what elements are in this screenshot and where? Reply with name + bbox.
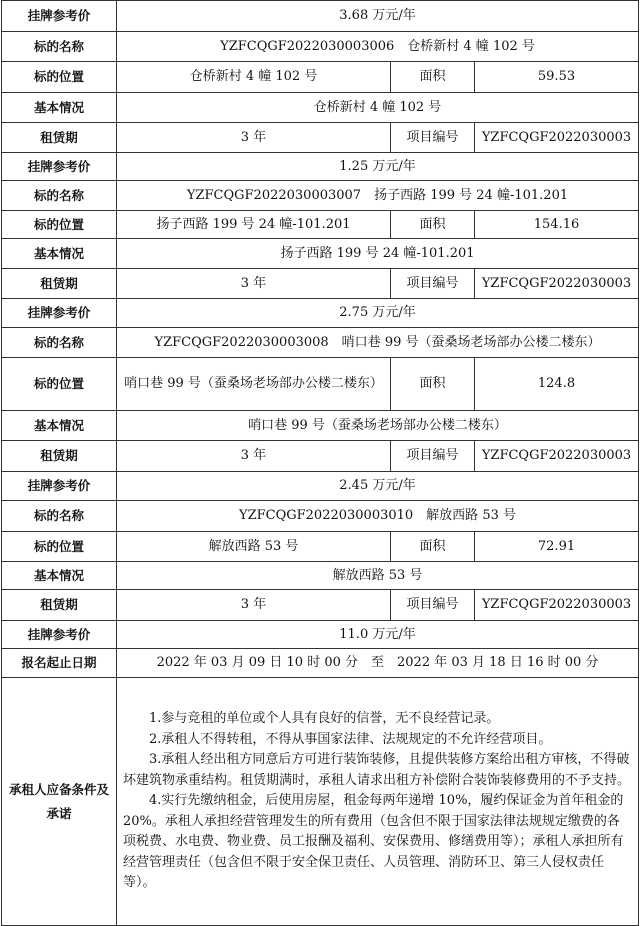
listing-table <box>1 0 639 926</box>
price-label: 挂牌参考价 <box>2 621 117 649</box>
location-label: 标的位置 <box>2 532 117 562</box>
conditions-text <box>117 678 639 926</box>
basic-row <box>2 93 639 123</box>
reg-period-value: 2022 年 03 月 09 日 10 时 00 分 至 2022 年 03 月 18 日 16 时 00 分 <box>117 649 639 678</box>
term-value: 3 年 <box>117 123 391 153</box>
condition-item: 3.承租人经出租方同意后方可进行装饰装修，且提供装修方案给出租方审核，不得破坏建筑物承重结构。租赁期满时，承租人请求出租方补偿附合装饰装修费用的不予支持。 <box>123 752 631 788</box>
price-value: 3.68 万元/年 <box>117 1 639 32</box>
conditions-label: 承租人应备条件及承诺 <box>2 678 117 926</box>
project-no-value: YZFCQGF2022030003 <box>475 441 639 472</box>
basic-label: 基本情况 <box>2 239 117 269</box>
price-row <box>2 621 639 649</box>
reg-period-row <box>2 649 639 678</box>
location-value: 扬子西路 199 号 24 幢-101.201 <box>117 211 391 239</box>
name-row <box>2 32 639 62</box>
reg-period-label: 报名起止日期 <box>2 649 117 678</box>
location-value: 解放西路 53 号 <box>117 532 391 562</box>
term-value: 3 年 <box>117 590 391 621</box>
basic-value: 扬子西路 199 号 24 幢-101.201 <box>117 239 639 269</box>
name-row <box>2 501 639 532</box>
term-label: 租赁期 <box>2 590 117 621</box>
name-label: 标的名称 <box>2 32 117 62</box>
name-value: YZFCQGF2022030003010 解放西路 53 号 <box>117 501 639 532</box>
price-row <box>2 153 639 181</box>
condition-item: 4.实行先缴纳租金，后使用房屋，租金每两年递增 10%，履约保证金为首年租金的 20%。承租人承担经营管理发生的所有费用（包含但不限于国家法律法规规定缴费的各项税费、水电费、物业费、员工报酬及福利、安保费用、修缮费用等）；承租人承担所有经营管理责任（包含但不限于安全保卫责任、人员管理、消防环卫、第三人侵权责任等）。 <box>123 793 624 891</box>
basic-value: 解放西路 53 号 <box>117 562 639 590</box>
price-row <box>2 472 639 501</box>
term-value: 3 年 <box>117 269 391 299</box>
price-value: 2.45 万元/年 <box>117 472 639 501</box>
project-no-value: YZFCQGF2022030003 <box>475 123 639 153</box>
price-row <box>2 1 639 32</box>
price-label: 挂牌参考价 <box>2 1 117 32</box>
project-no-label: 项目编号 <box>391 441 475 472</box>
condition-item: 2.承租人不得转租，不得从事国家法律、法规规定的不允许经营项目。 <box>149 731 552 747</box>
location-value: 哨口巷 99 号（蚕桑场老场部办公楼二楼东） <box>117 358 391 411</box>
location-row <box>2 62 639 93</box>
basic-row <box>2 411 639 441</box>
project-no-value: YZFCQGF2022030003 <box>475 269 639 299</box>
basic-label: 基本情况 <box>2 93 117 123</box>
price-row <box>2 299 639 328</box>
price-label: 挂牌参考价 <box>2 299 117 328</box>
area-label: 面积 <box>391 532 475 562</box>
name-row <box>2 328 639 358</box>
area-label: 面积 <box>391 62 475 93</box>
project-no-label: 项目编号 <box>391 590 475 621</box>
term-row <box>2 441 639 472</box>
price-value: 2.75 万元/年 <box>117 299 639 328</box>
basic-row <box>2 239 639 269</box>
name-value: YZFCQGF2022030003008 哨口巷 99 号（蚕桑场老场部办公楼二楼东） <box>117 328 639 358</box>
area-label: 面积 <box>391 358 475 411</box>
term-row <box>2 123 639 153</box>
area-value: 72.91 <box>475 532 639 562</box>
term-value: 3 年 <box>117 441 391 472</box>
price-value: 1.25 万元/年 <box>117 153 639 181</box>
area-label: 面积 <box>391 211 475 239</box>
basic-value: 仓桥新村 4 幢 102 号 <box>117 93 639 123</box>
basic-value: 哨口巷 99 号（蚕桑场老场部办公楼二楼东） <box>117 411 639 441</box>
basic-label: 基本情况 <box>2 411 117 441</box>
location-label: 标的位置 <box>2 62 117 93</box>
term-row <box>2 269 639 299</box>
location-value: 仓桥新村 4 幢 102 号 <box>117 62 391 93</box>
area-value: 59.53 <box>475 62 639 93</box>
name-value: YZFCQGF2022030003007 扬子西路 199 号 24 幢-101.201 <box>117 181 639 211</box>
term-label: 租赁期 <box>2 123 117 153</box>
project-no-label: 项目编号 <box>391 123 475 153</box>
condition-item: 1.参与竞租的单位或个人具有良好的信誉，无不良经营记录。 <box>149 711 500 727</box>
price-label: 挂牌参考价 <box>2 153 117 181</box>
name-label: 标的名称 <box>2 328 117 358</box>
basic-row <box>2 562 639 590</box>
name-row <box>2 181 639 211</box>
price-label: 挂牌参考价 <box>2 472 117 501</box>
area-value: 154.16 <box>475 211 639 239</box>
area-value: 124.8 <box>475 358 639 411</box>
location-label: 标的位置 <box>2 211 117 239</box>
project-no-label: 项目编号 <box>391 269 475 299</box>
price-value: 11.0 万元/年 <box>117 621 639 649</box>
term-label: 租赁期 <box>2 269 117 299</box>
project-no-value: YZFCQGF2022030003 <box>475 590 639 621</box>
location-row <box>2 211 639 239</box>
term-label: 租赁期 <box>2 441 117 472</box>
term-row <box>2 590 639 621</box>
conditions-row <box>2 678 639 926</box>
location-row <box>2 532 639 562</box>
basic-label: 基本情况 <box>2 562 117 590</box>
name-label: 标的名称 <box>2 181 117 211</box>
name-label: 标的名称 <box>2 501 117 532</box>
location-row <box>2 358 639 411</box>
name-value: YZFCQGF2022030003006 仓桥新村 4 幢 102 号 <box>117 32 639 62</box>
location-label: 标的位置 <box>2 358 117 411</box>
